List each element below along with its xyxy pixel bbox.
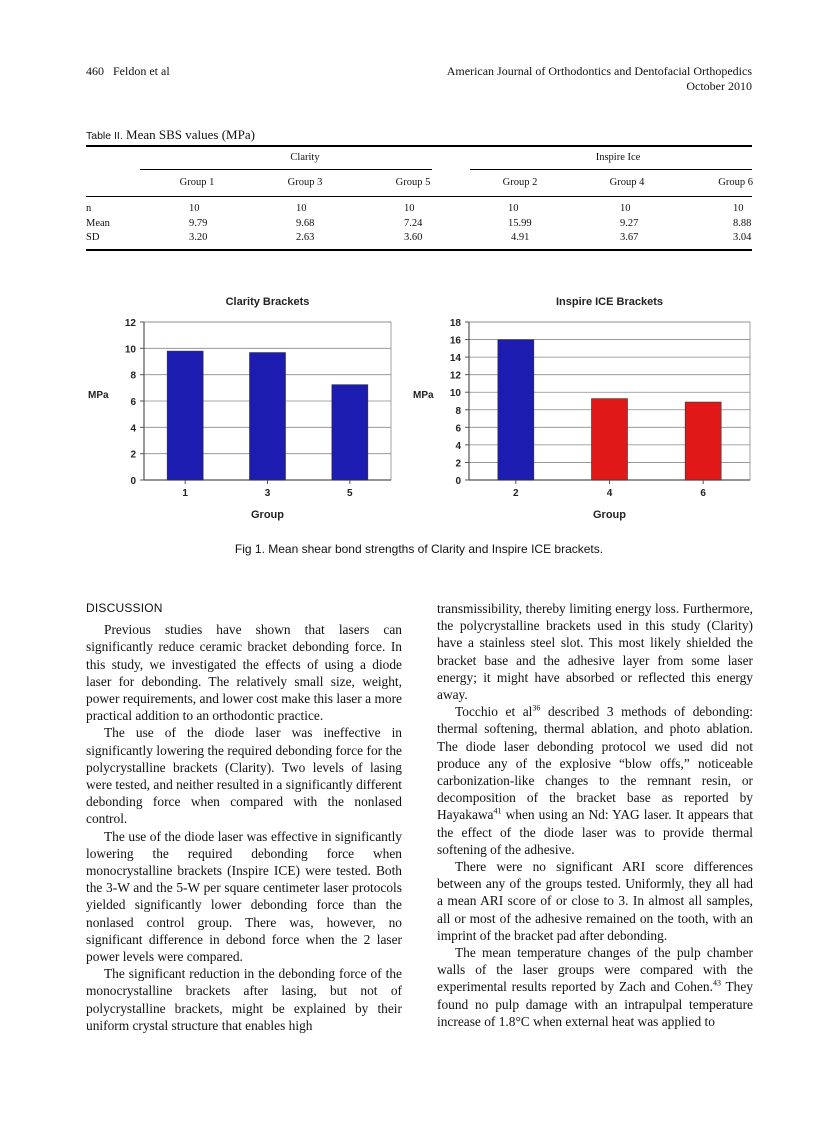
y-tick-label: 10 — [124, 344, 136, 356]
y-tick-label: 4 — [130, 423, 136, 435]
paragraph: Previous studies have shown that lasers can significantly reduce ceramic bracket debonding force. In this study, we investigated the effects of using a diode laser for debonding. The relatively small size, weight, power requirements, and lower cost make this laser a more practical addition to an orthodontic practice. — [86, 622, 402, 724]
table-row-label: SD — [86, 232, 100, 243]
x-axis-label: Group — [251, 509, 284, 521]
table-cell: 3.20 — [189, 232, 208, 243]
y-tick-label: 8 — [455, 405, 461, 417]
paragraph: The use of the diode laser was effective in significantly lowering the required debonding force when monocrystalline brackets (Inspire ICE) were tested. Both the 3-W and the 5-W per square centimeter laser protocols yielded significantly lower debonding force than the nonlased control group. There was, however, no significant difference in debond force when the 2 laser power levels were compared. — [86, 828, 402, 965]
page-number: 460 — [86, 64, 104, 78]
chart-inspire-svg — [405, 290, 755, 530]
y-tick-label: 6 — [455, 423, 461, 435]
table-col-header: Group 1 — [179, 177, 215, 188]
clarity-group-rule — [140, 169, 432, 170]
chart-clarity-svg — [86, 290, 396, 530]
paragraph-text: They found no pulp damage with an intrapulpal temperature increase of 1.8°C when external heat was applied to — [437, 979, 753, 1029]
table-cell: 7.24 — [404, 218, 423, 229]
y-axis-label: MPa — [413, 390, 434, 401]
paragraph: There were no significant ARI score differences between any of the groups tested. Uniformly, they all had a mean ARI score of or close to 3. In almost all samples, all or most of the adhesive remained on the tooth, with an imprint of the bracket pad after debonding. — [437, 859, 753, 943]
x-tick-label: 4 — [606, 488, 613, 499]
body-column-right — [437, 600, 753, 1030]
bar-1 — [167, 351, 203, 480]
paragraph-text: described 3 methods of debonding: thermal softening, thermal ablation, and photo ablation. The diode laser debonding protocol we used did not produce any of the explosive “blow offs,” noticeable carbonization-like changes to the remnant resin, or decomposition of the bracket base as reported by Hayakawa — [437, 704, 753, 823]
inspire-group-rule — [470, 169, 752, 170]
table-cell: 8.88 — [733, 218, 752, 229]
y-tick-label: 10 — [449, 388, 461, 400]
table-cell: 10 — [296, 203, 307, 214]
chart-title: Inspire ICE Brackets — [556, 296, 663, 308]
chart-title: Clarity Brackets — [225, 296, 310, 308]
figure-caption: Fig 1. Mean shear bond strengths of Clarity and Inspire ICE brackets. — [234, 542, 604, 556]
table-cell: 10 — [620, 203, 631, 214]
citation-ref: 36 — [532, 703, 541, 713]
y-tick-label: 18 — [449, 318, 461, 329]
paragraph — [437, 703, 753, 858]
table-cell: 15.99 — [508, 218, 532, 229]
bar-6 — [685, 402, 721, 480]
y-tick-label: 2 — [130, 449, 136, 461]
table-col-header: Group 4 — [609, 177, 645, 188]
table-col-header: Group 2 — [502, 177, 538, 188]
y-tick-label: 16 — [449, 335, 461, 347]
section-heading: DISCUSSION — [86, 601, 163, 615]
bar-5 — [332, 385, 368, 480]
table-cell: 10 — [189, 203, 200, 214]
citation-ref: 43 — [712, 979, 721, 988]
table-col-header: Group 6 — [718, 177, 753, 188]
table-cell: 4.91 — [511, 232, 530, 243]
table-cell: 3.60 — [404, 232, 423, 243]
table-cell: 10 — [404, 203, 415, 214]
paragraph: The significant reduction in the debonding force of the monocrystalline brackets after lasing, but not of polycrystalline brackets, might be explained by their uniform crystal structure that enables high — [86, 966, 402, 1033]
issue-date: October 2010 — [686, 79, 752, 93]
x-tick-label: 6 — [700, 488, 706, 499]
paragraph-text: when using an Nd: YAG laser. It appears that the effect of the diode laser was to provide thermal softening of the adhesive. — [437, 807, 753, 857]
table-bottom-rule — [86, 249, 752, 251]
table-row-label: n — [86, 203, 92, 214]
y-tick-label: 0 — [455, 476, 461, 487]
x-tick-label: 2 — [513, 488, 519, 499]
running-header-right — [447, 64, 752, 94]
paragraph: transmissibility, thereby limiting energy loss. Furthermore, the polycrystalline brackets used in this study (Clarity) have a stainless steel slot. This most likely shielded the bracket base and the adhesive layer from some laser energy; it might have absorbed or reflected this energy away. — [437, 601, 753, 703]
y-tick-label: 14 — [449, 353, 461, 365]
running-header-left — [86, 64, 170, 79]
citation-ref: 41 — [493, 806, 502, 816]
table-title: Mean SBS values (MPa) — [126, 127, 255, 142]
table-cell: 2.63 — [296, 232, 315, 243]
y-tick-label: 4 — [455, 440, 461, 452]
table-group-heading-inspire: Inspire Ice — [595, 152, 641, 163]
body-column-left — [86, 600, 402, 1034]
x-tick-label: 5 — [347, 488, 353, 499]
x-tick-label: 3 — [264, 488, 271, 499]
table-group-heading-clarity: Clarity — [290, 152, 320, 163]
paragraph-text: Tocchio et al — [455, 704, 533, 720]
author-line: Feldon et al — [113, 64, 170, 78]
table-cell: 9.79 — [189, 218, 208, 229]
y-tick-label: 12 — [449, 370, 461, 382]
table-top-rule — [86, 145, 752, 147]
table-cell: 10 — [733, 203, 744, 214]
chart-inspire-brackets — [405, 290, 755, 530]
x-axis-label: Group — [593, 509, 626, 521]
chart-clarity-brackets — [86, 290, 396, 530]
y-tick-label: 6 — [130, 397, 136, 408]
table-row-label: Mean — [86, 218, 110, 229]
table-cell: 3.04 — [733, 232, 752, 243]
bar-2 — [498, 340, 534, 480]
table-col-header: Group 3 — [287, 177, 323, 188]
table-label: Table II. — [86, 130, 123, 142]
bar-3 — [250, 353, 286, 480]
paragraph-text: The mean temperature changes of the pulp chamber walls of the laser groups were compared with the experimental results reported by Zach and Cohen. — [437, 945, 753, 995]
table-caption — [86, 127, 255, 143]
table-cell: 9.27 — [620, 218, 639, 229]
table-col-header: Group 5 — [395, 177, 431, 188]
y-tick-label: 0 — [130, 476, 136, 487]
x-tick-label: 1 — [182, 488, 188, 499]
y-tick-label: 2 — [455, 458, 461, 470]
y-axis-label: MPa — [88, 390, 109, 401]
y-tick-label: 12 — [124, 318, 136, 329]
y-tick-label: 8 — [130, 370, 136, 382]
table-header-rule — [86, 196, 752, 197]
table-cell: 3.67 — [620, 232, 639, 243]
journal-name: American Journal of Orthodontics and Dentofacial Orthopedics — [446, 64, 752, 78]
table-cell: 10 — [508, 203, 519, 214]
paragraph — [437, 944, 753, 1030]
table-cell: 9.68 — [296, 218, 315, 229]
bar-4 — [592, 399, 628, 480]
paragraph: The use of the diode laser was ineffective in significantly lowering the required debonding force for the polycrystalline brackets (Clarity). Two levels of lasing were tested, and neither resulted in a significantly different debonding force when compared with the nonlased control. — [86, 725, 402, 827]
